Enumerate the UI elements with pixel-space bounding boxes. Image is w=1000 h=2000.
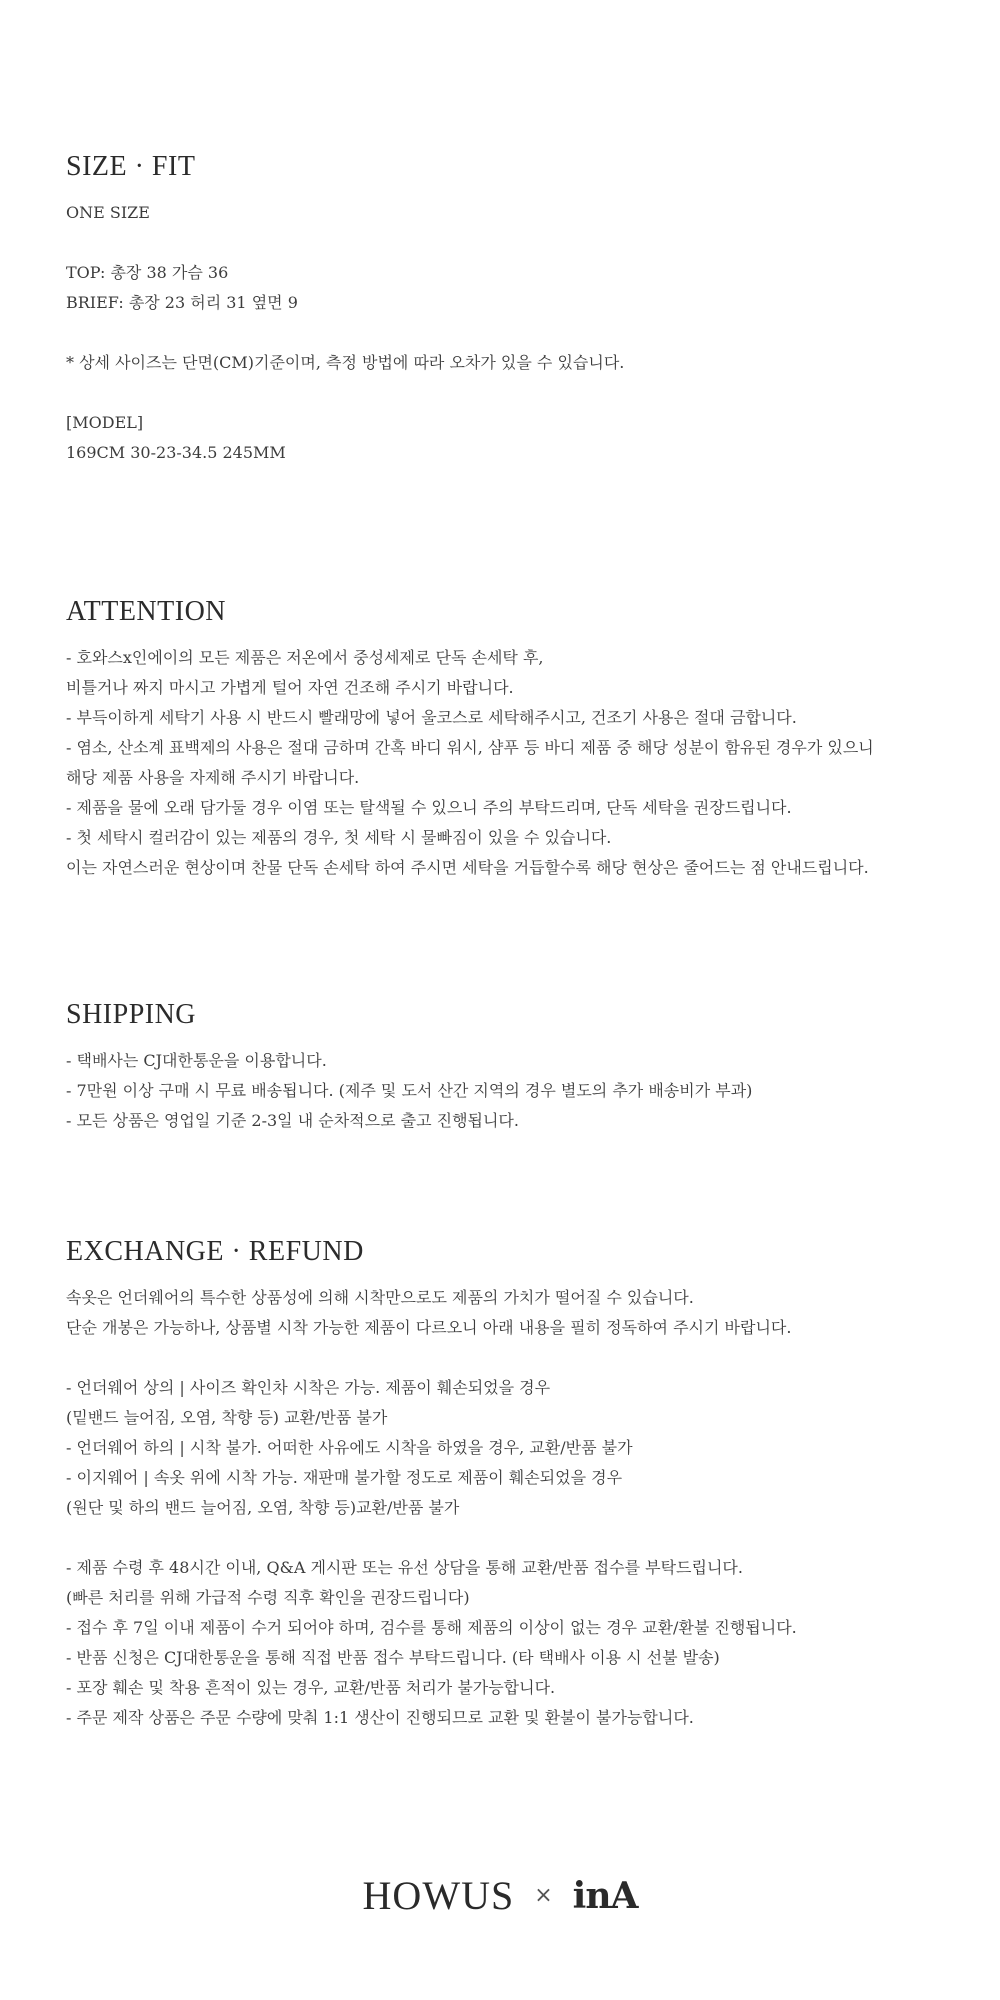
shipping-body <box>66 1046 960 1136</box>
attention-section <box>66 595 960 883</box>
text-line: 속옷은 언더웨어의 특수한 상품성에 의해 시착만으로도 제품의 가치가 떨어질 수 있습니다. <box>66 1288 694 1307</box>
text-line: (원단 및 하의 밴드 늘어짐, 오염, 착향 등)교환/반품 불가 <box>66 1498 460 1517</box>
text-line: - 언더웨어 상의 | 사이즈 확인차 시착은 가능. 제품이 훼손되었을 경우 <box>66 1378 551 1397</box>
line-spacer <box>66 1523 960 1553</box>
line-spacer <box>66 1343 960 1373</box>
line-spacer <box>66 228 960 258</box>
text-line: - 7만원 이상 구매 시 무료 배송됩니다. (제주 및 도서 산간 지역의 경우 별도의 추가 배송비가 부과) <box>66 1081 753 1100</box>
exchange-refund-body <box>66 1283 960 1733</box>
text-line: (빠른 처리를 위해 가급적 수령 직후 확인을 권장드립니다) <box>66 1588 470 1607</box>
text-line: - 반품 신청은 CJ대한통운을 통해 직접 반품 접수 부탁드립니다. (타 택배사 이용 시 선불 발송) <box>66 1648 720 1667</box>
text-line: 단순 개봉은 가능하나, 상품별 시착 가능한 제품이 다르오니 아래 내용을 필히 정독하여 주시기 바랍니다. <box>66 1318 792 1337</box>
text-line: - 포장 훼손 및 착용 흔적이 있는 경우, 교환/반품 처리가 불가능합니다. <box>66 1678 556 1697</box>
text-line: * 상세 사이즈는 단면(CM)기준이며, 측정 방법에 따라 오차가 있을 수 있습니다. <box>66 353 625 372</box>
text-line: TOP: 총장 38 가슴 36 <box>66 263 229 282</box>
text-line: BRIEF: 총장 23 허리 31 옆면 9 <box>66 293 298 312</box>
text-line: - 이지웨어 | 속옷 위에 시착 가능. 재판매 불가할 정도로 제품이 훼손되었을 경우 <box>66 1468 623 1487</box>
text-line: - 모든 상품은 영업일 기준 2-3일 내 순차적으로 출고 진행됩니다. <box>66 1111 519 1130</box>
howus-logo: HOWUS <box>362 1873 515 1918</box>
line-spacer <box>66 318 960 348</box>
ina-logo: inA <box>572 1874 638 1917</box>
brand-footer <box>0 1872 1000 1919</box>
text-line: [MODEL] <box>66 413 144 432</box>
exchange-refund-section <box>66 1235 960 1733</box>
text-line: 169CM 30-23-34.5 245MM <box>66 443 286 462</box>
text-line: 비틀거나 짜지 마시고 가볍게 털어 자연 건조해 주시기 바랍니다. <box>66 678 514 697</box>
text-line: - 주문 제작 상품은 주문 수량에 맞춰 1:1 생산이 진행되므로 교환 및 환불이 불가능합니다. <box>66 1708 694 1727</box>
size-fit-section <box>66 150 960 468</box>
text-line: 이는 자연스러운 현상이며 찬물 단독 손세탁 하여 주시면 세탁을 거듭할수록 해당 현상은 줄어드는 점 안내드립니다. <box>66 858 869 877</box>
text-line: - 택배사는 CJ대한통운을 이용합니다. <box>66 1051 327 1070</box>
line-spacer <box>66 378 960 408</box>
collab-separator: × <box>534 1883 553 1908</box>
size-fit-heading: SIZE · FIT <box>66 151 196 182</box>
text-line: - 염소, 산소계 표백제의 사용은 절대 금하며 간혹 바디 워시, 샴푸 등 바디 제품 중 해당 성분이 함유된 경우가 있으니 <box>66 738 874 757</box>
shipping-section <box>66 998 960 1136</box>
exchange-refund-heading: EXCHANGE · REFUND <box>66 1236 364 1267</box>
text-line: (밑밴드 늘어짐, 오염, 착향 등) 교환/반품 불가 <box>66 1408 388 1427</box>
text-line: ONE SIZE <box>66 203 150 222</box>
text-line: - 제품 수령 후 48시간 이내, Q&A 게시판 또는 유선 상담을 통해 교환/반품 접수를 부탁드립니다. <box>66 1558 743 1577</box>
text-line: - 부득이하게 세탁기 사용 시 반드시 빨래망에 넣어 울코스로 세탁해주시고, 건조기 사용은 절대 금합니다. <box>66 708 797 727</box>
text-line: - 첫 세탁시 컬러감이 있는 제품의 경우, 첫 세탁 시 물빠짐이 있을 수 있습니다. <box>66 828 612 847</box>
size-fit-body <box>66 198 960 468</box>
text-line: - 제품을 물에 오래 담가둘 경우 이염 또는 탈색될 수 있으니 주의 부탁드리며, 단독 세탁을 권장드립니다. <box>66 798 792 817</box>
text-line: - 접수 후 7일 이내 제품이 수거 되어야 하며, 검수를 통해 제품의 이상이 없는 경우 교환/환불 진행됩니다. <box>66 1618 797 1637</box>
text-line: - 호와스x인에이의 모든 제품은 저온에서 중성세제로 단독 손세탁 후, <box>66 648 544 667</box>
attention-body <box>66 643 960 883</box>
shipping-heading: SHIPPING <box>66 999 197 1030</box>
text-line: - 언더웨어 하의 | 시착 불가. 어떠한 사유에도 시착을 하였을 경우, 교환/반품 불가 <box>66 1438 633 1457</box>
attention-heading: ATTENTION <box>66 596 227 627</box>
text-line: 해당 제품 사용을 자제해 주시기 바랍니다. <box>66 768 360 787</box>
